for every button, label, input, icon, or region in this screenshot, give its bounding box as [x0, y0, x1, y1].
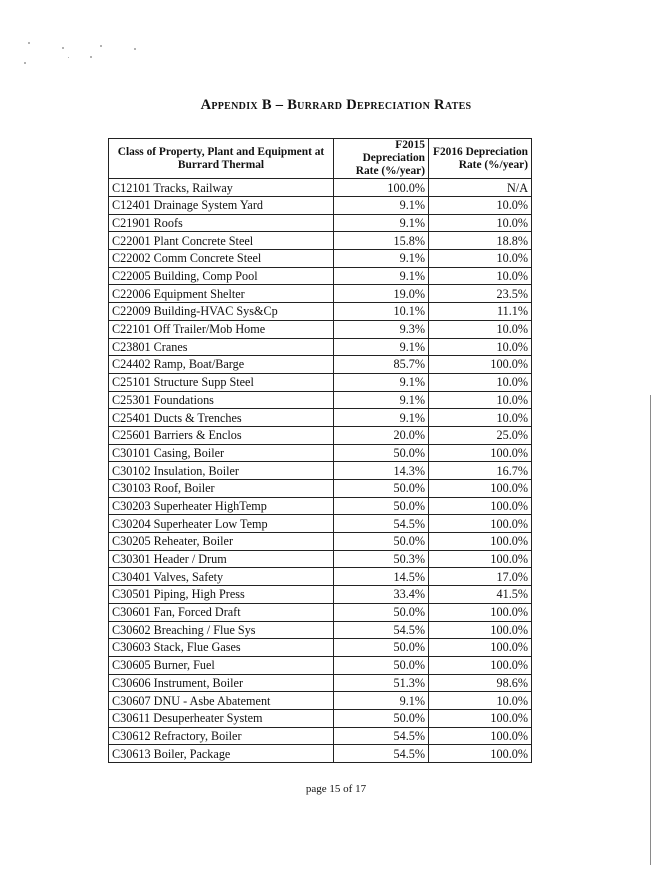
table-row	[109, 232, 532, 250]
cell-f2016-rate: 98.6%	[429, 674, 532, 692]
cell-f2015-rate: 51.3%	[334, 674, 429, 692]
cell-f2015-rate: 50.0%	[334, 444, 429, 462]
table-row	[109, 674, 532, 692]
table-row	[109, 267, 532, 285]
cell-f2015-rate: 9.1%	[334, 692, 429, 710]
cell-class: C25101 Structure Supp Steel	[109, 373, 334, 391]
cell-f2016-rate: 10.0%	[429, 250, 532, 268]
cell-class: C12101 Tracks, Railway	[109, 179, 334, 197]
cell-f2015-rate: 9.1%	[334, 197, 429, 215]
cell-f2016-rate: 100.0%	[429, 745, 532, 763]
cell-f2016-rate: 100.0%	[429, 550, 532, 568]
cell-f2015-rate: 54.5%	[334, 515, 429, 533]
cell-f2015-rate: 50.0%	[334, 497, 429, 515]
scan-speck	[68, 57, 69, 58]
cell-f2015-rate: 50.0%	[334, 639, 429, 657]
cell-f2016-rate: 41.5%	[429, 586, 532, 604]
table-row	[109, 444, 532, 462]
cell-f2015-rate: 15.8%	[334, 232, 429, 250]
cell-f2016-rate: 100.0%	[429, 444, 532, 462]
cell-f2015-rate: 50.3%	[334, 550, 429, 568]
table-row	[109, 586, 532, 604]
cell-f2016-rate: 10.0%	[429, 267, 532, 285]
cell-f2016-rate: 10.0%	[429, 320, 532, 338]
cell-f2015-rate: 19.0%	[334, 285, 429, 303]
cell-f2015-rate: 50.0%	[334, 480, 429, 498]
scan-speck	[100, 45, 102, 47]
table-row	[109, 250, 532, 268]
cell-class: C30606 Instrument, Boiler	[109, 674, 334, 692]
cell-class: C30605 Burner, Fuel	[109, 656, 334, 674]
cell-class: C22005 Building, Comp Pool	[109, 267, 334, 285]
cell-f2016-rate: 100.0%	[429, 639, 532, 657]
cell-f2016-rate: 25.0%	[429, 426, 532, 444]
table-header-row	[109, 139, 532, 179]
cell-f2016-rate: 100.0%	[429, 533, 532, 551]
table-row	[109, 497, 532, 515]
table-row	[109, 320, 532, 338]
cell-class: C30607 DNU - Asbe Abatement	[109, 692, 334, 710]
cell-class: C30102 Insulation, Boiler	[109, 462, 334, 480]
cell-f2016-rate: 10.0%	[429, 197, 532, 215]
table-row	[109, 426, 532, 444]
cell-f2016-rate: N/A	[429, 179, 532, 197]
table-row	[109, 568, 532, 586]
column-header-class: Class of Property, Plant and Equipment at Burrard Thermal	[109, 139, 334, 179]
table-row	[109, 356, 532, 374]
cell-class: C30205 Reheater, Boiler	[109, 533, 334, 551]
cell-f2016-rate: 10.0%	[429, 409, 532, 427]
cell-f2015-rate: 54.5%	[334, 727, 429, 745]
scan-speck	[90, 56, 92, 58]
cell-class: C30611 Desuperheater System	[109, 709, 334, 727]
table-row	[109, 709, 532, 727]
table-row	[109, 338, 532, 356]
table-row	[109, 621, 532, 639]
cell-f2016-rate: 23.5%	[429, 285, 532, 303]
cell-f2016-rate: 18.8%	[429, 232, 532, 250]
cell-class: C30602 Breaching / Flue Sys	[109, 621, 334, 639]
table-row	[109, 179, 532, 197]
table-row	[109, 550, 532, 568]
scan-speck	[62, 47, 64, 49]
cell-f2016-rate: 100.0%	[429, 480, 532, 498]
depreciation-rates-table	[108, 138, 532, 763]
cell-f2015-rate: 50.0%	[334, 709, 429, 727]
table-row	[109, 303, 532, 321]
table-row	[109, 727, 532, 745]
table-row	[109, 214, 532, 232]
cell-class: C30501 Piping, High Press	[109, 586, 334, 604]
table-row	[109, 409, 532, 427]
cell-f2015-rate: 14.5%	[334, 568, 429, 586]
cell-class: C12401 Drainage System Yard	[109, 197, 334, 215]
column-header-f2015: F2015 Depreciation Rate (%/year)	[334, 139, 429, 179]
table-row	[109, 656, 532, 674]
table-row	[109, 533, 532, 551]
cell-f2015-rate: 9.1%	[334, 267, 429, 285]
cell-class: C25401 Ducts & Trenches	[109, 409, 334, 427]
cell-class: C22001 Plant Concrete Steel	[109, 232, 334, 250]
table-row	[109, 480, 532, 498]
cell-class: C22006 Equipment Shelter	[109, 285, 334, 303]
cell-f2015-rate: 54.5%	[334, 621, 429, 639]
scan-speck	[28, 42, 30, 44]
cell-f2016-rate: 11.1%	[429, 303, 532, 321]
cell-f2015-rate: 10.1%	[334, 303, 429, 321]
cell-f2016-rate: 100.0%	[429, 497, 532, 515]
cell-f2015-rate: 85.7%	[334, 356, 429, 374]
cell-f2015-rate: 14.3%	[334, 462, 429, 480]
cell-class: C22009 Building-HVAC Sys&Cp	[109, 303, 334, 321]
cell-f2015-rate: 100.0%	[334, 179, 429, 197]
table-row	[109, 285, 532, 303]
table-row	[109, 692, 532, 710]
cell-f2016-rate: 10.0%	[429, 391, 532, 409]
cell-f2015-rate: 33.4%	[334, 586, 429, 604]
cell-f2015-rate: 9.1%	[334, 214, 429, 232]
cell-f2015-rate: 9.3%	[334, 320, 429, 338]
table-row	[109, 639, 532, 657]
cell-f2016-rate: 10.0%	[429, 692, 532, 710]
table-row	[109, 197, 532, 215]
cell-class: C23801 Cranes	[109, 338, 334, 356]
cell-f2016-rate: 100.0%	[429, 515, 532, 533]
cell-f2016-rate: 16.7%	[429, 462, 532, 480]
cell-class: C30203 Superheater HighTemp	[109, 497, 334, 515]
cell-class: C22101 Off Trailer/Mob Home	[109, 320, 334, 338]
cell-class: C30103 Roof, Boiler	[109, 480, 334, 498]
cell-f2016-rate: 10.0%	[429, 338, 532, 356]
table-row	[109, 745, 532, 763]
cell-class: C21901 Roofs	[109, 214, 334, 232]
cell-f2016-rate: 100.0%	[429, 603, 532, 621]
cell-f2016-rate: 17.0%	[429, 568, 532, 586]
cell-f2016-rate: 100.0%	[429, 621, 532, 639]
cell-f2015-rate: 9.1%	[334, 338, 429, 356]
page-number: page 15 of 17	[305, 783, 367, 795]
cell-f2016-rate: 100.0%	[429, 656, 532, 674]
cell-class: C30301 Header / Drum	[109, 550, 334, 568]
scan-speck	[134, 48, 136, 50]
cell-f2016-rate: 10.0%	[429, 214, 532, 232]
table-row	[109, 462, 532, 480]
cell-f2015-rate: 54.5%	[334, 745, 429, 763]
cell-class: C30601 Fan, Forced Draft	[109, 603, 334, 621]
column-header-f2016: F2016 Depreciation Rate (%/year)	[429, 139, 532, 179]
page-title: Appendix B – Burrard Depreciation Rates	[200, 97, 472, 113]
cell-f2015-rate: 9.1%	[334, 391, 429, 409]
cell-f2016-rate: 10.0%	[429, 373, 532, 391]
cell-class: C22002 Comm Concrete Steel	[109, 250, 334, 268]
cell-class: C24402 Ramp, Boat/Barge	[109, 356, 334, 374]
cell-f2015-rate: 50.0%	[334, 603, 429, 621]
cell-f2016-rate: 100.0%	[429, 709, 532, 727]
cell-f2015-rate: 20.0%	[334, 426, 429, 444]
cell-class: C30613 Boiler, Package	[109, 745, 334, 763]
cell-f2015-rate: 9.1%	[334, 250, 429, 268]
table-row	[109, 391, 532, 409]
cell-class: C30603 Stack, Flue Gases	[109, 639, 334, 657]
cell-f2015-rate: 50.0%	[334, 533, 429, 551]
cell-class: C30612 Refractory, Boiler	[109, 727, 334, 745]
scan-speck	[24, 62, 26, 64]
cell-f2016-rate: 100.0%	[429, 356, 532, 374]
cell-class: C30204 Superheater Low Temp	[109, 515, 334, 533]
cell-class: C25601 Barriers & Enclos	[109, 426, 334, 444]
cell-f2015-rate: 50.0%	[334, 656, 429, 674]
table-row	[109, 373, 532, 391]
table-row	[109, 515, 532, 533]
cell-class: C30101 Casing, Boiler	[109, 444, 334, 462]
cell-f2015-rate: 9.1%	[334, 409, 429, 427]
cell-class: C30401 Valves, Safety	[109, 568, 334, 586]
table-row	[109, 603, 532, 621]
cell-class: C25301 Foundations	[109, 391, 334, 409]
cell-f2015-rate: 9.1%	[334, 373, 429, 391]
cell-f2016-rate: 100.0%	[429, 727, 532, 745]
